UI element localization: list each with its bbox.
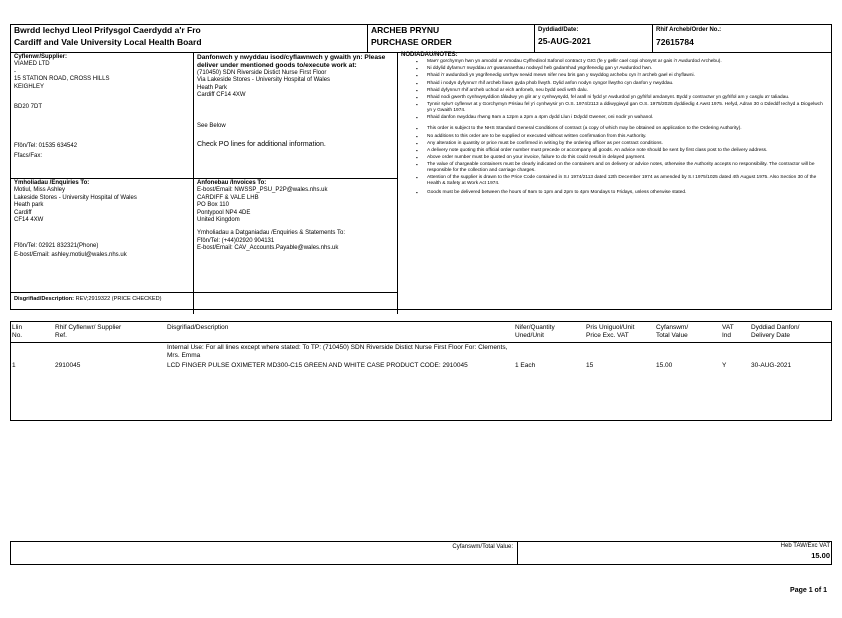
note-item: ▪ Ni ddylid dyfarnu'r nwyddau a'r gwasanaethau nodwyd heb gadarnhad ysgrifenedig gan yr Awdurdod hwn.: [427, 66, 827, 72]
statements-phone: Ffôn/Tel: (+44)02920 904131: [197, 237, 275, 244]
order-no-label: Rhif Archeb/Order No.:: [656, 27, 722, 33]
note-item: ▪ Tynnir sylw'r cyflenwr at y Gorchymyn Prisiau fel y'i cynhwysir yn O.S. 1974/2113 a ddiwygiwyd gan O.S. 1975/2025 dyddiedig 4 Awst 1975. Hefyd, Adran 30 o Ddeddf Iechyd a Diogelwch yn y Gwaith 1974.: [427, 102, 827, 114]
note-item: ▪ Rhaid i nodyn dyfynnu'r rhif archeb llawn gyda phob llwyth. Dylid anfon nodyn cyngor llwytho cyn danfon y nwyddau.: [427, 81, 827, 87]
line-vat: Y: [722, 362, 727, 369]
notes-english-list: [415, 126, 827, 196]
supplier-line: -: [14, 68, 16, 75]
invoices-line: E-bost/Email: NWSSP_PSU_P2P@wales.nhs.uk: [197, 187, 328, 194]
supplier-phone: Ffôn/Tel: 01535 634542: [14, 143, 78, 149]
header-vline-3: [652, 24, 653, 52]
date-value: 25-AUG-2021: [538, 36, 591, 46]
statements-email: E-bost/Email: CAV_Accounts.Payable@wales.nhs.uk: [197, 245, 339, 252]
line-delivery-date: 30-AUG-2021: [751, 362, 792, 369]
note-item: ▪ Above order number must be quoted on your invoice, failure to do this could result in delayed payment.: [427, 155, 827, 161]
header-vline-2: [534, 24, 535, 52]
supplier-line: 15 STATION ROAD, CROSS HILLS: [14, 76, 110, 83]
line-quantity: 1 Each: [515, 362, 536, 369]
col-header-welsh: Cyfanswm/: [656, 324, 689, 331]
page-number: Page 1 of 1: [790, 587, 827, 594]
enquiries-block: [14, 180, 190, 224]
col-header-welsh: Rhif Cyflenwr/ Supplier: [55, 324, 122, 331]
note-item: ▪ No additions to this order are to be supplied or executed without written confirmation from this Authority.: [427, 134, 827, 140]
address-vline-1: [193, 52, 194, 314]
line-items-header-divider: [10, 342, 832, 343]
totals-label: Cyfanswm/Total Value:: [452, 544, 513, 550]
col-header-vat: [722, 324, 734, 341]
supplier-fax: Ffacs/Fax:: [14, 153, 43, 159]
note-item: ▪ A delivery note quoting this official order number must precede or accompany all goods. An advice note should be sent by first class post to the delivery address.: [427, 148, 827, 154]
col-header-english: No.: [12, 332, 23, 340]
address-divider: [10, 178, 397, 179]
note-item: ▪ Rhaid i'r awdurdodi yn ysgrifenedig unrhyw newid mewn nifer neu bris gan y swyddog archebu cyn i'r archeb gael ei chyflawni.: [427, 73, 827, 79]
note-item: ▪ Goods must be delivered between the hours of 9am to 1pm and 2pm to 4pm Mondays to Fridays, unless otherwise stated.: [427, 190, 827, 196]
col-header-welsh: Disgrifiad/Description: [167, 324, 229, 331]
delivery-line: Heath Park: [197, 84, 228, 91]
delivery-line: Via Lakeside Stores - University Hospital of Wales: [197, 77, 331, 84]
enquiries-line: Lakeside Stores - University Hospital of Wales: [14, 194, 137, 201]
date-label: Dyddiad/Date:: [538, 27, 579, 33]
note-item: ▪ Rhaid dyfynnu'r rhif archeb uchod ar eich anfoneb, neu bydd oedi wrth dalu.: [427, 88, 827, 94]
col-header-unit-price: [586, 324, 634, 341]
col-header-english: Ref.: [55, 332, 67, 340]
notes-label: NODIADAU/NOTES:: [401, 52, 458, 58]
col-header-welsh: VAT: [722, 324, 734, 331]
org-name-welsh: Bwrdd Iechyd Lleol Prifysgol Caerdydd a'r Fro: [14, 25, 201, 35]
description-row: [14, 296, 161, 302]
line-description: LCD FINGER PULSE OXIMETER MD300-C15 GREEN AND WHITE CASE PRODUCT CODE: 2910045: [167, 362, 468, 369]
doc-title-welsh: ARCHEB PRYNU: [371, 25, 440, 35]
delivery-check-po: Check PO lines for additional information.: [197, 141, 326, 148]
description-divider: [10, 292, 397, 293]
delivery-line: Cardiff CF14 4XW: [197, 92, 246, 99]
description-value: REV;2919322 (PRICE CHECKED): [75, 296, 162, 302]
totals-exc-vat-value: 15.00: [811, 551, 830, 560]
supplier-block: [14, 54, 190, 112]
delivery-line: (710450) SDN Riverside Distict Nurse First Floor: [197, 70, 327, 76]
invoices-line: Pontypool NP4 4DE: [197, 209, 251, 216]
invoices-block: [197, 180, 395, 253]
col-header-english: Ind: [722, 332, 732, 340]
col-header-english: Total Value: [656, 332, 688, 340]
supplier-line: VIAMED LTD: [14, 61, 50, 68]
enquiries-email: E-bost/Email: ashley.motiul@wales.nhs.uk: [14, 252, 127, 258]
note-item: ▪ Rhaid danfon nwyddau rhwng 9am a 12pm a 2pm a 4pm dydd Llun i Ddydd Gwener, oni nodir yn wahanol.: [427, 115, 827, 121]
note-item: ▪ The value of chargeable containers must be clearly indicated on the containers and on delivery or advice notes, otherwise the Authority accepts no responsibility. The contractor will be responsible for the collection and carriage charges.: [427, 162, 827, 174]
col-header-total: [656, 324, 688, 341]
enquiries-line: Heath park: [14, 202, 44, 209]
line-supplier-ref: 2910045: [55, 362, 81, 369]
doc-title-english: PURCHASE ORDER: [371, 37, 452, 47]
totals-vline: [517, 541, 518, 565]
notes-welsh-list: [415, 59, 827, 121]
line-internal-use: Internal Use: For all lines except where stated: To TP: (710450) SDN Riverside Distict Nurse First Floor For: Clements, Mrs. Emma: [167, 344, 508, 359]
note-item: ▪ Rhaid nodi gwerth cynhwysyddion tâladwy yn glir ar y cynhwysydd, fel arall ni fydd yr Awdurdod yn gyfrifol amdanynt. Bydd y contractwr yn gyfrifol am y casglu a'r taliadau.: [427, 95, 827, 101]
supplier-line: BD20 7DT: [14, 104, 43, 111]
supplier-line: KEIGHLEY: [14, 83, 45, 90]
note-item: ▪ Any alteration in quantity or price must be confirmed in writing by the ordering officer as per contract conditions.: [427, 141, 827, 147]
col-header-welsh: Dyddiad Danfon/: [751, 324, 800, 331]
col-header-welsh: Pris Uniguol/Unit: [586, 324, 635, 331]
org-name-english: Cardiff and Vale University Local Health Board: [14, 37, 202, 47]
line-total: 15.00: [656, 362, 673, 369]
enquiries-line: Motiul, Miss Ashley: [14, 187, 66, 194]
address-vline-2: [397, 52, 398, 314]
col-header-line: [12, 324, 22, 341]
note-item: ▪ Attention of the supplier is drawn to the Price Code contained in S.I 1974/2113 dated 12th December 1974 as amended by S.I 1975/1025 dated 4th August 1975. Also Section 30 of the Health & Safety at Work Act 1974.: [427, 175, 827, 187]
notes-block: [401, 52, 827, 198]
line-unit-price: 15: [586, 362, 594, 369]
header-vline-1: [367, 24, 368, 52]
note-item: ▪ This order is subject to the NHS Standard General Conditions of contract (a copy of which may be obtained on application to the Ordering Authority).: [427, 126, 827, 132]
enquiries-line: CF14 4XW: [14, 217, 44, 224]
col-header-english: Uned/Unit: [515, 332, 544, 340]
description-label: Disgrifiad/Description:: [14, 296, 74, 302]
col-header-welsh: Nifer/Quantity: [515, 324, 555, 331]
delivery-heading: Danfonwch y nwyddau isod/cyflawnwch y gwaith yn: Please deliver under mentioned goods to/execute work at:: [197, 54, 386, 69]
enquiries-line: Cardiff: [14, 209, 32, 216]
invoices-line: PO Box 110: [197, 202, 229, 209]
order-no-value: 72615784: [656, 37, 694, 47]
supplier-line: [14, 91, 190, 98]
delivery-block: [197, 54, 393, 100]
enquiries-phone: Ffôn/Tel: 02921 832321(Phone): [14, 243, 99, 249]
col-header-supplier-ref: [55, 324, 121, 341]
line-number: 1: [12, 362, 16, 369]
col-header-english: Price Exc. VAT: [586, 332, 629, 340]
invoices-label: Anfonebau /Invoices To:: [197, 180, 267, 186]
col-header-quantity: [515, 324, 555, 341]
enquiries-label: Ymholiadau /Enquiries To:: [14, 180, 90, 186]
col-header-english: Delivery Date: [751, 332, 791, 340]
delivery-see-below: See Below: [197, 123, 226, 129]
totals-exc-vat-label: Heb TAW/Exc VAT: [780, 543, 830, 549]
col-header-delivery-date: [751, 324, 799, 341]
col-header-description: [167, 324, 228, 332]
note-item: ▪ Mae'r gorchymyn hwn yn amodol ar Amodau Cyffredinol Safonol contract y GIG (fe y gellir cael copi ohonynt ar gais i'r Awdurdod Archebu).: [427, 59, 827, 65]
invoices-line: United Kingdom: [197, 217, 240, 224]
line-items-table: [10, 321, 832, 421]
invoices-line: CARDIFF & VALE LHB: [197, 194, 259, 201]
supplier-label: Cyflenwr/Supplier:: [14, 54, 68, 60]
statements-label: Ymholiadau a Datganiadau /Enquiries & Statements To:: [197, 230, 345, 237]
col-header-welsh: Llin: [12, 324, 23, 331]
